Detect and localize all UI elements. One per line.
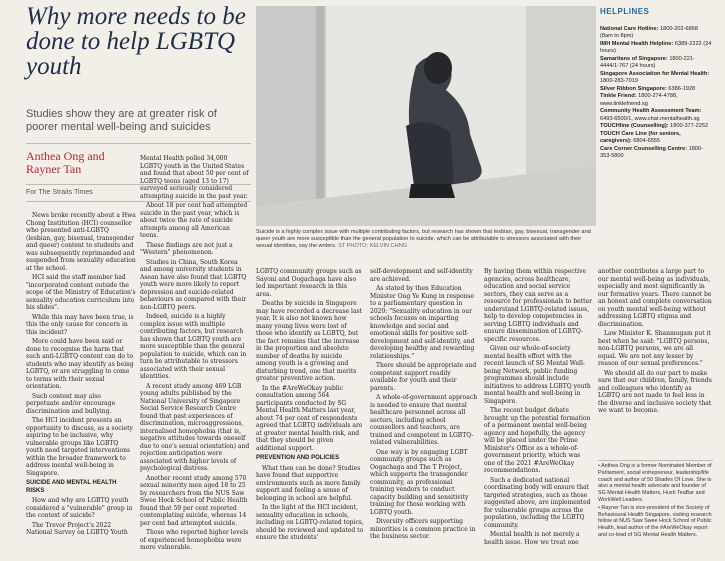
helpline-detail: 1800-202-6868 (8am to 8pm) xyxy=(600,25,698,39)
article-photo xyxy=(256,6,596,226)
article-paragraph: The recent budget debate brought up the potential formation of a permanent mental well-being agency and hopefully, the agency will be placed under the Prime Minister's Office as a whole-of-government priority, which was one of the 2021 #AreWeOkay recommendations. xyxy=(484,407,591,474)
article-paragraph: Diversity officers supporting minorities is a common practice in the business sector. xyxy=(370,518,476,540)
article-paragraph: About 18 per cent had attempted suicide in the past year, which is about twice the rate of suicide attempts among all American teens. xyxy=(140,202,248,239)
article-paragraph: another contributes a large part to our mental well-being as individuals, especially and most significantly in our formative years. There cannot be an honest and complete conversation on youth mental well-being without addressing LGBTQ stigma and discrimination. xyxy=(598,268,712,328)
helpline-name: TOUCHline (Counselling): xyxy=(600,123,669,129)
article-column-2 xyxy=(140,155,250,557)
helpline-item xyxy=(600,123,712,131)
helpline-item xyxy=(600,71,712,86)
article-paragraph: Mental health is not merely a health issue. How we treat one xyxy=(484,531,580,546)
helpline-name: Samaritans of Singapore: xyxy=(600,55,668,62)
article-paragraph: There should be appropriate and competent support readily available for youth and their parents. xyxy=(370,362,477,392)
helpline-item xyxy=(600,26,712,41)
helpline-detail: 1800-221-4444/1-767 (24 hours) xyxy=(600,55,695,69)
helplines-box xyxy=(600,8,712,214)
article-paragraph: More could have been said or done to recognise the harm that such anti-LGBTQ content can do to students who may identify as being LGBTQ, or are struggling to come to terms with their sexual orientation. xyxy=(26,338,134,390)
article-paragraph: Deaths by suicide in Singapore may have recorded a decrease last year. It is also not known how many young lives were lost of those who identify as LGBTQ, but the fact remains that the increase in the proportion and absolute number of deaths by suicide among youth is a growing and disturbing trend, one that merits greater preventive action. xyxy=(256,300,363,382)
helpline-name: Community Health Assessment Team: xyxy=(600,108,702,114)
divider xyxy=(26,143,251,144)
helpline-item xyxy=(600,108,712,123)
article-paragraph: By having them within respective agencies, across healthcare, education and social service sectors, they can serve as a resource for professionals to better understand LGBTQ-related issues, help to develop competencies in serving LGBTQ individuals and ensure dissemination of LGBTQ-specific resources. xyxy=(484,268,592,343)
article-paragraph: As stated by then Education Minister Ong Ye Kung in response to a parliamentary question in 2020: "Sexuality education in our schools focuses on imparting knowledge and social and emotional skills for positive self-development and self-identity, and developing healthy and rewarding relationships." xyxy=(370,285,475,360)
article-paragraph: In the light of the HCI incident, sexuality education in schools, including on LGBTQ-related topics, should be reviewed and updated to ensure the students' xyxy=(256,504,364,541)
helpline-item xyxy=(600,146,712,161)
article-paragraph: The Trevor Project's 2022 National Survey on LGBTQ Youth xyxy=(26,521,128,536)
article-column-4 xyxy=(370,268,478,557)
article-paragraph: Given our whole-of-society mental health effort with the recent launch of SG Mental Well-being Network, public funding programmes should include initiatives to address LGBTQ youth mental health and well-being in Singapore. xyxy=(484,345,591,405)
helpline-detail: 6804-6555 xyxy=(631,138,661,144)
author-bio xyxy=(598,463,713,540)
article-paragraph: LGBTQ community groups such as Sayoni and Oogachaga have also led important research in this area. xyxy=(256,268,362,298)
article-column-6 xyxy=(598,268,713,458)
article-paragraph: In the #AreWeOkay public consultation among 564 participants conducted by SG Mental Health Matters last year, about 74 per cent of respondents agreed that LGBTQ individuals are at greater mental health risk, and that they should be given additional support. xyxy=(256,384,363,452)
helpline-item xyxy=(600,56,712,71)
byline: Anthea Ong and Rayner Tan xyxy=(26,149,105,176)
helpline-detail: 1800-353-5800 xyxy=(600,145,703,159)
article-column-3 xyxy=(256,268,364,557)
helpline-name: National Care Hotline: xyxy=(600,25,659,32)
photo-caption xyxy=(256,229,596,250)
helpline-name: IMH Mental Health Helpline: xyxy=(600,40,674,47)
helpline-item xyxy=(600,131,712,146)
helpline-name: Singapore Association for Mental Health: xyxy=(600,70,710,77)
headline: Why more needs to be done to help LGBTQ youth xyxy=(26,3,246,80)
helpline-detail: 1800-377-2252 xyxy=(668,123,709,129)
helpline-name: Silver Ribbon Singapore: xyxy=(600,85,667,92)
caption-text: Suicide is a highly complex issue with multiple contributing factors, but research has shown that lesbian, gay, bisexual, transgender and queer youth are more susceptible than the general population to suicide, which can be attributable to stressors associated with their sexual identities, say the writers. xyxy=(256,229,591,249)
article-paragraph: Indeed, suicide is a highly complex issue with multiple contributing factors, but research has shown that LGBTQ youth are more susceptible than the general population to suicide, which can in turn be attributable to stressors associated with their sexual identities. xyxy=(140,313,247,380)
article-paragraph: A whole-of-government approach is needed to ensure that mental healthcare personnel across all sectors, including school counsellors and teachers, are trained and competent in LGBTQ-related vulnerabilities. xyxy=(370,394,478,446)
article-paragraph: These findings are not just a "Western" phenomenon. xyxy=(140,241,233,256)
outlet: For The Straits Times xyxy=(26,189,93,196)
article-paragraph: The HCI incident presents an opportunity to discuss, as a society aspiring to be inclusive, why vulnerable groups like LGBTQ youth need targeted interventions within the broader framework to address mental well-being in Singapore. xyxy=(26,417,133,477)
article-paragraph: Another recent study among 570 sexual minority men aged 18 to 25 by researchers from the NUS Saw Swee Hock School of Public Health found that 59 per cent reported contemplating suicide, whereas 14 per cent had attempted suicide. xyxy=(140,474,248,527)
helpline-name: Care Corner Counselling Centre: xyxy=(600,145,688,152)
helpline-name: TOUCH Care Line (for seniors, caregivers): xyxy=(600,130,681,144)
bio-paragraph: • Anthea Ong is a former Nominated Member of Parliament, social entrepreneur, leadership/life coach and author of 50 Shades Of Love. She is also a mental health advocate and founder of SG Mental Health Matters, Hush TeaBar and WorkWell Leaders. xyxy=(598,463,712,503)
article-paragraph: We should all do our part to make sure that our children, family, friends and colleagues who identify as LGBTQ are not made to feel less in the diverse and inclusive society that we want to become. xyxy=(598,369,712,414)
helpline-item xyxy=(600,86,712,94)
article-paragraph: One way is by engaging LGBT community groups such as Oogachaga and The T Project, which supports the transgender community, as professional training vendors to conduct capacity building and sensitivity training for those working with LGBTQ youth. xyxy=(370,448,469,516)
helpline-item xyxy=(600,41,712,56)
article-paragraph: HCI said the staff member had "incorporated content outside the scope of the Ministry of Education's sexuality education curriculum into his slides". xyxy=(26,274,136,311)
helplines-list xyxy=(600,26,712,161)
article-paragraph: self-development and self-identity are achieved. xyxy=(370,268,473,283)
article-paragraph: How and why are LGBTQ youth considered a "vulnerable" group in the context of suicide? xyxy=(26,497,133,519)
article-paragraph: News broke recently about a Hwa Chong Institution (HCI) counsellor who presented anti-LGBTQ (lesbian, gay, bisexual, transgender and queer) content to students and was subsequently reprimanded and suspended from sexuality education at the school. xyxy=(26,212,136,272)
helpline-detail: 6386-1928 xyxy=(666,85,696,92)
article-paragraph: Such a dedicated national coordinating body will ensure that targeted strategies, such as those suggested above, are implemented for vulnerable groups across the population, including the LGBTQ community. xyxy=(484,476,591,529)
deck: Studies show they are at greater risk of poorer mental well-being and suicides xyxy=(26,108,217,133)
helpline-detail: 1800-283-7019 xyxy=(600,78,638,84)
helpline-item xyxy=(600,93,712,108)
helpline-name: Tinkle Friend: xyxy=(600,93,637,99)
article-paragraph: What then can be done? Studies have found that supportive environments such as more family support and feeling a sense of belonging in school are helpful. xyxy=(256,464,361,502)
person-sitting-illustration xyxy=(256,6,596,226)
bio-paragraph: • Rayner Tan is vice-president of the Society of Behavioural Health Singapore, visiting research fellow at NUS Saw Swee Hock School of Public Health, lead author of the #AreWeOkay report and co-lead of SG Mental Health Matters. xyxy=(598,504,712,538)
helpline-detail: 6389-2222 (24 hours) xyxy=(600,40,712,54)
helpline-detail: 6493-6500/1, www.chat.mentalhealth.sg xyxy=(600,115,700,122)
article-paragraph: Studies in China, South Korea and among university students in Asean have also found that LGBTQ youth were more likely to report depression and suicide-related behaviours as compared with their non-LGBTQ peers. xyxy=(140,258,247,311)
helpline-detail: 1800-274-4788, www.tinklefriend.sg xyxy=(600,93,678,107)
article-paragraph: Mental Health polled 34,000 LGBTQ youth in the United States and found that about 50 per cent of LGBTQ teens (aged 13 to 17) surveyed seriously considered attempting suicide in the past year. xyxy=(140,155,249,200)
article-column-1 xyxy=(26,212,136,557)
article-paragraph: Law Minister K. Shanmugam put it best when he said: "LGBTQ persons, non-LGBTQ persons, we are all equal. We are not any lesser by reason of our sexual preferences." xyxy=(598,330,711,367)
caption-credit: ST PHOTO: KELVIN CHNG xyxy=(338,243,408,249)
article-paragraph: Those who reported higher levels of experienced homophobia were more vulnerable. xyxy=(140,529,249,551)
article-paragraph: Such content may also perpetuate and/or encourage discrimination and bullying. xyxy=(26,392,116,415)
section-heading: SUICIDE AND MENTAL HEALTH RISKS xyxy=(26,480,117,494)
section-heading: PREVENTION AND POLICIES xyxy=(256,455,340,461)
article-paragraph: A recent study among 469 LGB young adults published by the National University of Singapore Social Service Research Centre found that past experiences of discrimination, microaggressions, internalised homophobia (that is, negative attitudes towards oneself due to one's sexual orientation) and rejection anticipation were associated with higher levels of psychological distress. xyxy=(140,382,250,472)
article-paragraph: While this may have been true, is this the only cause for concern in this incident? xyxy=(26,313,134,336)
helplines-title: HELPLINES xyxy=(600,7,650,16)
divider xyxy=(598,460,713,461)
article-column-5 xyxy=(484,268,592,557)
